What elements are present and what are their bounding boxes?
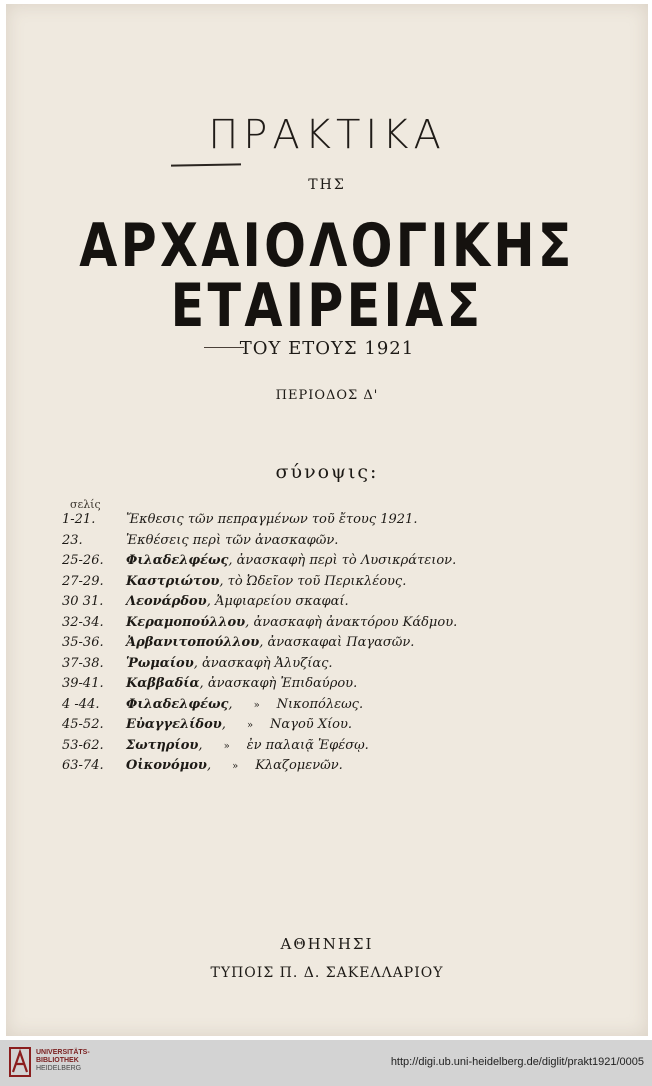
viewer-footer: [0, 1040, 652, 1086]
toc-separator: ,: [206, 594, 215, 609]
toc-title: ἐν παλαιᾷ Ἐφέσῳ.: [246, 737, 369, 753]
toc-pages: 32-34.: [62, 614, 104, 630]
toc-row: [60, 635, 620, 656]
library-name-line2: BIBLIOTHEK: [36, 1057, 79, 1064]
toc-entry: [126, 758, 343, 773]
toc-ditto-mark: »: [232, 761, 239, 772]
pages-column-label: σελίς: [70, 498, 101, 511]
toc-title: ἀνασκαφὴ Ἐπιδαύρου.: [207, 676, 358, 691]
toc-pages: 37-38.: [62, 655, 104, 671]
toc-row: [60, 697, 620, 718]
toc-row: [60, 533, 620, 554]
title-praktika: ΠΡΑΚΤΙΚΑ: [208, 112, 446, 158]
toc-entry: [126, 615, 457, 630]
toc-entry: [126, 533, 338, 548]
toc-author: Εὐαγγελίδου: [126, 717, 222, 732]
toc-author: Φιλαδελφέως: [126, 553, 229, 568]
toc-pages: 23.: [62, 532, 83, 548]
toc-author: Σωτηρίου: [126, 737, 199, 753]
period-label: ΠΕΡΙΟΔΟΣ Δ': [275, 388, 379, 403]
toc-row: [60, 676, 620, 697]
toc-title: ἀνασκαφὴ ἀνακτόρου Κάδμου.: [253, 614, 458, 630]
imprint-printer: ΤΥΠΟΙΣ Π. Δ. ΣΑΚΕΛΛΑΡΙΟΥ: [210, 965, 444, 981]
toc-author: Ῥωμαίου: [126, 655, 194, 671]
toc-row: [60, 758, 620, 779]
toc-title: τὸ Ὠδεῖον τοῦ Περικλέους.: [227, 573, 407, 589]
year-line: ΤΟΥ ΕΤΟΥΣ 1921: [239, 338, 415, 359]
toc-separator: ,: [228, 553, 237, 568]
toc-row: [60, 656, 620, 677]
toc-author: Καββαδία: [126, 676, 200, 691]
toc-pages: 4 -44.: [62, 696, 100, 712]
toc-title: ἀνασκαφὴ Ἀλυζίας.: [201, 655, 333, 671]
toc-separator: ,: [245, 614, 254, 630]
toc-entry: [126, 594, 349, 609]
source-url-link[interactable]: http://digi.ub.uni-heidelberg.de/diglit/prakt1921/0005: [390, 1056, 644, 1068]
toc-pages: 30 31.: [62, 594, 104, 609]
toc-pages: 53-62.: [62, 737, 104, 753]
title-society: ΑΡΧΑΙΟΛΟΓΙΚΗΣ ΕΤΑΙΡΕΙΑΣ: [79, 211, 575, 341]
toc-author: Ἀρβανιτοπούλλου: [126, 635, 260, 650]
toc-title: ἀνασκαφὴ περὶ τὸ Λυσικράτειον.: [236, 553, 457, 568]
toc-separator: ,: [198, 737, 207, 753]
toc-row: [60, 615, 620, 636]
toc-row: [60, 594, 620, 615]
toc-entry: [126, 512, 417, 527]
toc-title: ἀνασκαφαὶ Παγασῶν.: [267, 635, 415, 650]
toc-title: Κλαζομενῶν.: [255, 758, 343, 773]
toc-pages: 39-41.: [62, 676, 104, 691]
toc-title: Ἀμφιαρείου σκαφαί.: [214, 594, 349, 609]
toc-entry: [126, 676, 357, 691]
university-library-logo-icon: [9, 1046, 31, 1078]
toc-entry: [126, 738, 369, 753]
toc-pages: 35-36.: [62, 635, 104, 650]
toc-author: Φιλαδελφέως: [126, 696, 229, 712]
toc-separator: ,: [259, 635, 268, 650]
toc-row: [60, 738, 620, 759]
library-name-line1: UNIVERSITÄTS-: [36, 1049, 90, 1056]
imprint-place: ΑΘΗΝΗΣΙ: [280, 935, 374, 953]
toc-row: [60, 512, 620, 533]
library-name-line3: HEIDELBERG: [36, 1065, 82, 1072]
scanned-page: [6, 4, 648, 1036]
toc-entry: [126, 656, 333, 671]
toc-separator: ,: [199, 676, 208, 691]
toc-author: Καστριώτου: [126, 573, 220, 589]
toc-separator: ,: [193, 655, 202, 671]
toc-separator: ,: [228, 696, 237, 712]
toc-pages: 63-74.: [62, 758, 104, 773]
toc-entry: [126, 697, 363, 712]
toc-separator: ,: [219, 573, 228, 589]
toc-separator: ,: [221, 717, 231, 732]
toc-ditto-mark: »: [246, 720, 254, 731]
toc-ditto-mark: »: [253, 699, 260, 711]
toc-author: Λεονάρδου: [126, 594, 207, 609]
toc-title: Ἐκθέσεις περὶ τῶν ἀνασκαφῶν.: [126, 532, 339, 548]
toc-pages: 45-52.: [62, 717, 104, 732]
toc-title: Ναγοῦ Χίου.: [270, 717, 353, 732]
toc-entry: [126, 717, 352, 732]
toc-author: Οἰκονόμου: [126, 758, 207, 773]
library-name: [36, 1049, 90, 1073]
toc-pages: 25-26.: [62, 553, 104, 568]
toc-row: [60, 574, 620, 595]
toc-pages: 1-21.: [62, 512, 96, 527]
toc-separator: ,: [206, 758, 216, 773]
toc-entry: [126, 553, 456, 568]
table-of-contents: [60, 512, 620, 779]
title-connector: ΤΗΣ: [308, 177, 346, 193]
toc-row: [60, 717, 620, 738]
toc-pages: 27-29.: [62, 573, 104, 589]
toc-entry: [126, 574, 406, 589]
toc-entry: [126, 635, 414, 650]
toc-title: Ἔκθεσις τῶν πεπραγμένων τοῦ ἔτους 1921.: [126, 512, 418, 527]
toc-author: Κεραμοπούλλου: [126, 614, 246, 630]
toc-title: Νικοπόλεως.: [276, 696, 364, 712]
toc-row: [60, 553, 620, 574]
toc-ditto-mark: »: [223, 740, 230, 752]
synopsis-heading: σύνοψις:: [275, 461, 379, 483]
handwritten-underline: [171, 163, 241, 166]
